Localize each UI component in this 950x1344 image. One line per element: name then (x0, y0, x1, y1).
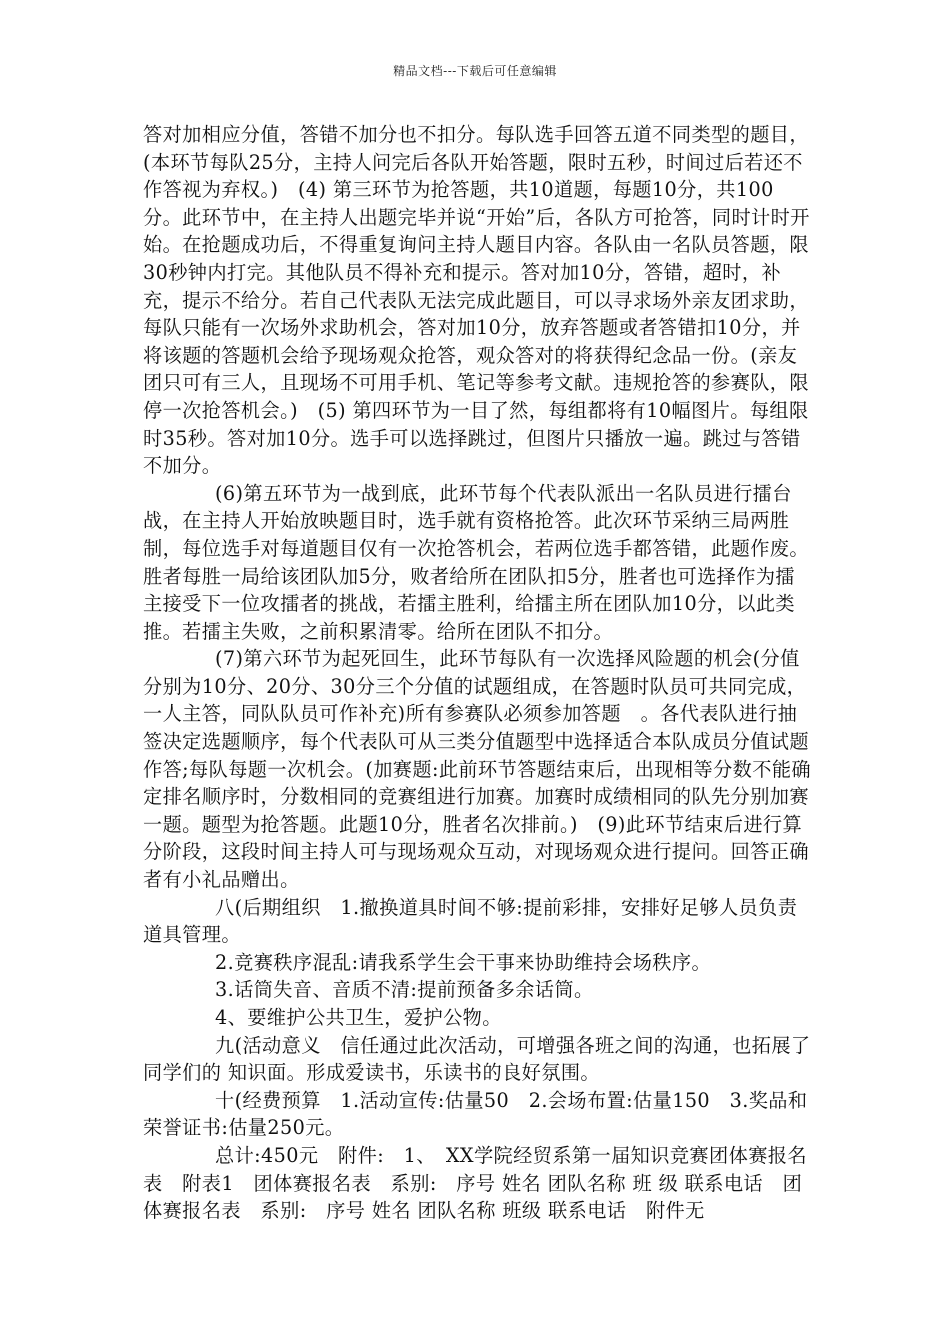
paragraph-round-five: (6)第五环节为一战到底，此环节每个代表队派出一名队员进行擂台战，在主持人开始放映题目时，选手就有资格抢答。此次环节采纳三局两胜制，每位选手对每道题目仅有一次抢答机会，若两位选手都答错，此题作废。胜者每胜一局给该团队加5分，败者给所在团队扣5分，胜者也可选择作为擂主接受下一位攻擂者的挑战，若擂主胜利，给擂主所在团队加10分，以此类推。若擂主失败，之前积累清零。给所在团队不扣分。 (143, 481, 809, 643)
paragraph-activity-meaning: 九(活动意义 信任通过此次活动，可增强各班之间的沟通，也拓展了同学们的 知识面。形成爱读书，乐读书的良好氛围。 (143, 1033, 811, 1085)
paragraph-scoring-rules: 答对加相应分值，答错不加分也不扣分。每队选手回答五道不同类型的题目，(本环节每队25分，主持人问完后各队开始答题，限时五秒，时间过后若还不作答视为弃权。) (4) 第三环节为抢答题，共10道题，每题10分，共100分。此环节中，在主持人出题完毕并说“开始”后，各队方可抢答，同时计时开始。在抢题成功后，不得重复询问主持人题目内容。各队由一名队员答题，限30秒钟内打完。其他队员不得补充和提示。答对加10分，答错，超时，补充，提示不给分。若自己代表队无法完成此题目，可以寻求场外亲友团求助，每队只能有一次场外求助机会，答对加10分，放弃答题或者答错扣10分，并将该题的答题机会给予现场观众抢答，观众答对的将获得纪念品一份。(亲友团只可有三人，且现场不可用手机、笔记等参考文献。违规抢答的参赛队，限停一次抢答机会。) (5) 第四环节为一目了然，每组都将有10幅图片。每组限时35秒。答对加10分。选手可以选择跳过，但图片只播放一遍。跳过与答错不加分。 (143, 123, 810, 478)
paragraph-budget: 十(经费预算 1.活动宣传:估量50 2.会场布置:估量150 3.奖品和荣誉证书:估量250元。 (143, 1088, 808, 1140)
paragraph-order-item: 2.竞赛秩序混乱:请我系学生会干事来协助维持会场秩序。 (215, 950, 712, 974)
header-note: 精品文档---下载后可任意编辑 (393, 64, 557, 78)
paragraph-round-six: (7)第六环节为起死回生，此环节每队有一次选择风险题的机会(分值分别为10分、20分、30分三个分值的试题组成，在答题时队员可共同完成，一人主答，同队队员可作补充)所有参赛队必须参加答题 。各代表队进行抽签决定选题顺序，每个代表队可从三类分值题型中选择适合本队成员分值试题作答;每队每题一次机会。(加赛题:此前环节答题结束后，出现相等分数不能确定排名顺序时，分数相同的竞赛组进行加赛。加赛时成绩相同的队先分别加赛一题。题型为抢答题。此题10分，胜者名次排前。) (9)此环节结束后进行算分阶段，这段时间主持人可与现场观众互动，对现场观众进行提问。回答正确者有小礼品赠出。 (143, 647, 812, 892)
paragraph-hygiene-item: 4、要维护公共卫生，爱护公物。 (215, 1006, 502, 1029)
paragraph-later-organization: 八(后期组织 1.撤换道具时间不够:提前彩排，安排好足够人员负责道具管理。 (143, 895, 798, 947)
paragraph-microphone-item: 3.话筒失音、音质不清:提前预备多余话筒。 (215, 978, 594, 1002)
paragraph-total-attachments: 总计:450元 附件: 1、 XX学院经贸系第一届知识竞赛团体赛报名表 附表1 团体赛报名表 系别: 序号 姓名 团队名称 班 级 联系电话 团体赛报名表 系别: 序号 姓名 团队名称 班级 联系电话 附件无 (143, 1143, 807, 1223)
document-body (143, 121, 811, 1225)
